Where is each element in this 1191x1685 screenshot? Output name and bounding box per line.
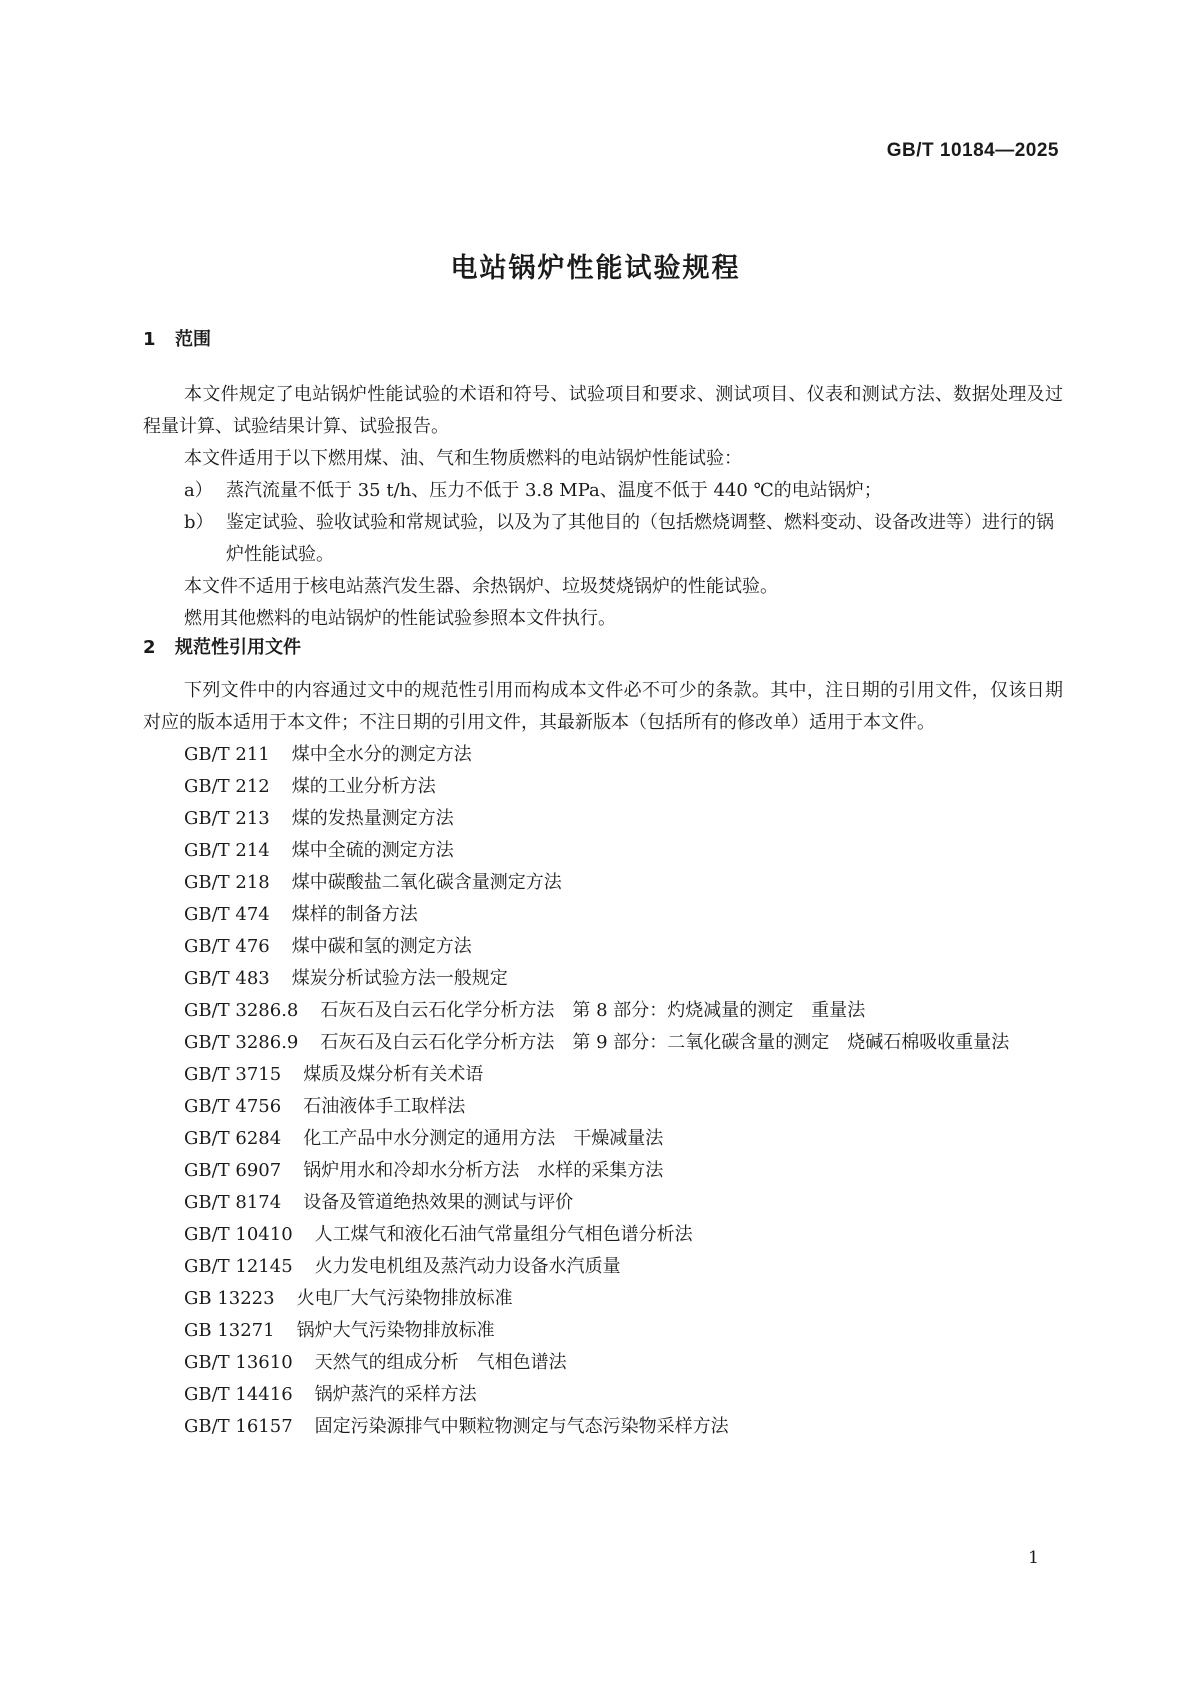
scope-item-a-text: 蒸汽流量不低于 35 t/h、压力不低于 3.8 MPa、温度不低于 440 ℃的电站锅炉； xyxy=(226,480,882,501)
reference-code: GB/T 474 xyxy=(184,904,270,925)
reference-code: GB/T 12145 xyxy=(184,1256,293,1277)
section-2-heading xyxy=(143,633,301,659)
reference-title: 设备及管道绝热效果的测试与评价 xyxy=(303,1192,574,1213)
page-number: 1 xyxy=(1028,1548,1039,1568)
scope-item-a xyxy=(143,475,1063,507)
reference-code: GB/T 476 xyxy=(184,936,270,957)
reference-code: GB/T 3286.9 xyxy=(184,1032,299,1053)
reference-item xyxy=(143,803,1063,835)
scope-item-a-label: a） xyxy=(184,480,213,501)
reference-item xyxy=(143,899,1063,931)
scope-paragraph-1: 本文件规定了电站锅炉性能试验的术语和符号、试验项目和要求、测试项目、仪表和测试方法、数据处理及过程量计算、试验结果计算、试验报告。 xyxy=(143,384,1063,437)
reference-code: GB/T 483 xyxy=(184,968,270,989)
reference-title: 煤样的制备方法 xyxy=(291,904,418,925)
reference-title: 人工煤气和液化石油气常量组分气相色谱分析法 xyxy=(314,1224,693,1245)
reference-title: 锅炉用水和冷却水分析方法 水样的采集方法 xyxy=(303,1160,664,1181)
reference-item xyxy=(143,739,1063,771)
reference-item xyxy=(143,771,1063,803)
reference-code: GB/T 211 xyxy=(184,744,270,765)
reference-item xyxy=(143,1251,1063,1283)
scope-other-fuels-paragraph: 燃用其他燃料的电站锅炉的性能试验参照本文件执行。 xyxy=(184,608,616,629)
reference-code: GB/T 3715 xyxy=(184,1064,282,1085)
reference-item xyxy=(143,1091,1063,1123)
scope-item-b xyxy=(143,507,1063,571)
reference-code: GB/T 3286.8 xyxy=(184,1000,299,1021)
reference-title: 石灰石及白云石化学分析方法 第 9 部分：二氧化碳含量的测定 烧碱石棉吸收重量法 xyxy=(320,1032,1010,1053)
reference-item xyxy=(143,1347,1063,1379)
section-1-body xyxy=(143,379,1063,635)
section-2-number: 2 xyxy=(143,637,156,658)
reference-item xyxy=(143,931,1063,963)
reference-title: 固定污染源排气中颗粒物测定与气态污染物采样方法 xyxy=(314,1416,729,1437)
reference-code: GB/T 16157 xyxy=(184,1416,293,1437)
reference-item xyxy=(143,995,1063,1027)
reference-title: 锅炉大气污染物排放标准 xyxy=(296,1320,495,1341)
reference-item xyxy=(143,1059,1063,1091)
reference-title: 煤的工业分析方法 xyxy=(291,776,436,797)
reference-title: 煤质及煤分析有关术语 xyxy=(303,1064,484,1085)
section-1-heading xyxy=(143,325,211,351)
reference-title: 煤中全水分的测定方法 xyxy=(291,744,472,765)
reference-item xyxy=(143,1379,1063,1411)
reference-title: 煤中全硫的测定方法 xyxy=(291,840,454,861)
reference-item xyxy=(143,1315,1063,1347)
reference-code: GB 13271 xyxy=(184,1320,275,1341)
references-intro: 下列文件中的内容通过文中的规范性引用而构成本文件必不可少的条款。其中，注日期的引用文件，仅该日期对应的版本适用于本文件；不注日期的引用文件，其最新版本（包括所有的修改单）适用于本文件。 xyxy=(143,680,1063,733)
reference-item xyxy=(143,1219,1063,1251)
section-2-body xyxy=(143,675,1063,1443)
reference-code: GB/T 14416 xyxy=(184,1384,293,1405)
reference-item xyxy=(143,1027,1063,1059)
reference-code: GB 13223 xyxy=(184,1288,275,1309)
reference-item xyxy=(143,1155,1063,1187)
scope-exclusion-paragraph: 本文件不适用于核电站蒸汽发生器、余热锅炉、垃圾焚烧锅炉的性能试验。 xyxy=(184,576,778,597)
reference-title: 天然气的组成分析 气相色谱法 xyxy=(314,1352,567,1373)
reference-title: 火力发电机组及蒸汽动力设备水汽质量 xyxy=(314,1256,621,1277)
reference-item xyxy=(143,1411,1063,1443)
scope-paragraph-2: 本文件适用于以下燃用煤、油、气和生物质燃料的电站锅炉性能试验： xyxy=(184,448,742,469)
reference-item xyxy=(143,963,1063,995)
reference-code: GB/T 6907 xyxy=(184,1160,282,1181)
reference-title: 锅炉蒸汽的采样方法 xyxy=(314,1384,477,1405)
reference-item xyxy=(143,1187,1063,1219)
section-2-title: 规范性引用文件 xyxy=(175,637,301,658)
reference-item xyxy=(143,867,1063,899)
reference-code: GB/T 4756 xyxy=(184,1096,282,1117)
reference-item xyxy=(143,835,1063,867)
reference-code: GB/T 13610 xyxy=(184,1352,293,1373)
reference-code: GB/T 214 xyxy=(184,840,270,861)
section-1-title: 范围 xyxy=(175,329,211,350)
document-title: 电站锅炉性能试验规程 xyxy=(450,253,741,284)
reference-title: 煤中碳和氢的测定方法 xyxy=(291,936,472,957)
reference-title: 煤炭分析试验方法一般规定 xyxy=(291,968,508,989)
scope-item-b-label: b） xyxy=(184,512,214,533)
reference-title: 化工产品中水分测定的通用方法 干燥减量法 xyxy=(303,1128,664,1149)
section-1-number: 1 xyxy=(143,329,156,350)
reference-item xyxy=(143,1283,1063,1315)
standard-code: GB/T 10184—2025 xyxy=(886,140,1059,161)
reference-code: GB/T 6284 xyxy=(184,1128,282,1149)
reference-code: GB/T 8174 xyxy=(184,1192,282,1213)
scope-item-b-text: 鉴定试验、验收试验和常规试验，以及为了其他目的（包括燃烧调整、燃料变动、设备改进等）进行的锅炉性能试验。 xyxy=(226,512,1054,565)
reference-code: GB/T 218 xyxy=(184,872,270,893)
reference-code: GB/T 212 xyxy=(184,776,270,797)
reference-title: 煤的发热量测定方法 xyxy=(291,808,454,829)
reference-code: GB/T 213 xyxy=(184,808,270,829)
reference-item xyxy=(143,1123,1063,1155)
reference-title: 火电厂大气污染物排放标准 xyxy=(296,1288,513,1309)
reference-title: 石油液体手工取样法 xyxy=(303,1096,466,1117)
reference-code: GB/T 10410 xyxy=(184,1224,293,1245)
reference-title: 石灰石及白云石化学分析方法 第 8 部分：灼烧减量的测定 重量法 xyxy=(320,1000,866,1021)
reference-title: 煤中碳酸盐二氧化碳含量测定方法 xyxy=(291,872,562,893)
